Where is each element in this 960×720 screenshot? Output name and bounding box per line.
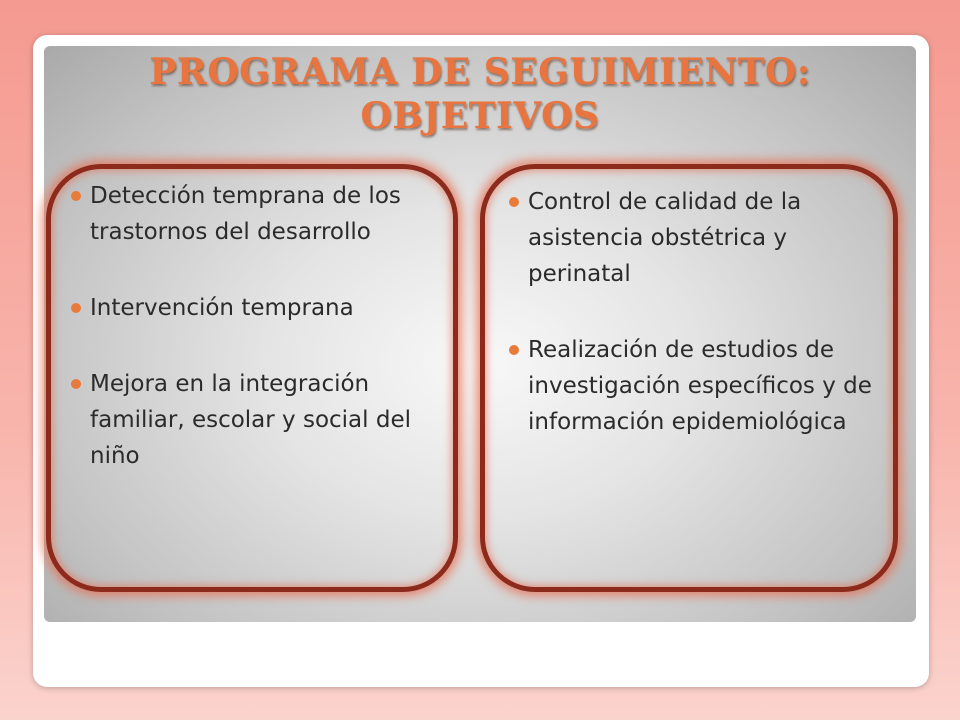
- list-item-text: Detección temprana de los trastornos del desarrollo: [90, 183, 401, 245]
- list-item-text: Mejora en la integración familiar, escolar y social del niño: [90, 371, 411, 469]
- title-line-2: OBJETIVOS: [360, 95, 600, 137]
- bullet-icon: [509, 345, 519, 355]
- list-item-text: Realización de estudios de investigación específicos y de información epidemiológica: [528, 337, 872, 435]
- list-item: [528, 184, 888, 292]
- bullet-icon: [509, 197, 519, 207]
- right-objectives-list: [528, 184, 888, 440]
- list-item: [528, 332, 888, 440]
- bullet-icon: [71, 379, 81, 389]
- list-item: [90, 178, 450, 250]
- bullet-icon: [71, 303, 81, 313]
- list-item-text: Control de calidad de la asistencia obstétrica y perinatal: [528, 189, 802, 287]
- list-item: [90, 366, 450, 474]
- list-item-text: Intervención temprana: [90, 295, 354, 321]
- title-line-1: PROGRAMA DE SEGUIMIENTO:: [149, 51, 811, 93]
- bullet-icon: [71, 191, 81, 201]
- left-objectives-list: [90, 178, 450, 474]
- slide-title: [44, 50, 916, 138]
- list-item: [90, 290, 450, 326]
